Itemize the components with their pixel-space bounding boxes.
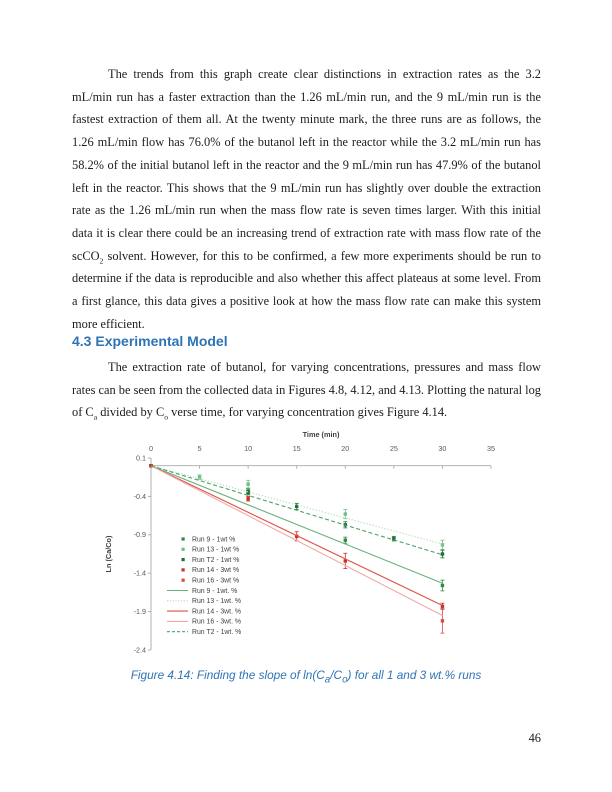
x-tick-label: 5 — [197, 444, 202, 453]
legend-label: Run 16 - 3wt. % — [192, 618, 242, 626]
paragraph-1 — [72, 63, 541, 335]
legend-label: Run 14 - 3wt % — [192, 567, 240, 575]
subscript: a — [324, 674, 331, 686]
legend-marker-swatch — [182, 579, 185, 582]
x-tick-label: 10 — [244, 444, 253, 453]
x-tick-label: 15 — [292, 444, 301, 453]
x-tick-label: 30 — [438, 444, 447, 453]
chart-series — [151, 466, 442, 584]
legend-label: Run 9 - 1wt % — [192, 536, 236, 544]
data-point-marker — [246, 482, 249, 485]
legend-label: Run T2 - 1wt. % — [192, 629, 242, 636]
legend-label: Run 13 - 1wt. % — [192, 598, 242, 606]
subscript: o — [342, 674, 348, 686]
text-segment: ) for all 1 and 3 wt.% runs — [347, 668, 482, 682]
data-point-marker — [344, 512, 347, 515]
text-segment: solvent. However, for this to be confirmed, a few more experiments should be run to determine if the data is reproducible and also whether this affect plateaus at some level. From a first glance, this data gives a positive look at how the mass flow rate can make this system more efficient. — [72, 248, 541, 331]
y-tick-label: -2.4 — [133, 645, 146, 655]
legend-marker-swatch — [182, 548, 185, 551]
y-tick-label: -1.9 — [133, 607, 146, 617]
paragraph-2 — [72, 356, 541, 424]
text-segment: The extraction rate of butanol, for varying concentrations, pressures and mass flow rates can be seen from the collected data in Figures 4.8, 4.12, and 4.13. Plotting the natural log of C — [72, 360, 541, 420]
figure-caption — [0, 668, 612, 685]
subscript: 2 — [99, 256, 104, 266]
figure-4-14 — [100, 427, 500, 667]
data-point-marker — [246, 497, 249, 500]
legend-marker-swatch — [182, 558, 185, 561]
extraction-rate-chart — [100, 427, 500, 667]
subscript: o — [164, 412, 169, 422]
chart-series — [149, 464, 444, 558]
text-segment: divided by C — [97, 405, 165, 420]
y-tick-label: -0.4 — [133, 491, 146, 501]
chart-series — [440, 609, 444, 634]
legend-label: Run T2 - 1wt % — [192, 556, 240, 564]
x-axis-title: Time (min) — [302, 430, 340, 439]
page-number: 46 — [528, 731, 541, 745]
legend-marker-swatch — [182, 537, 185, 540]
text-segment: The trends from this graph create clear distinctions in extraction rates as the 3.2 mL/min run has a faster extraction than the 1.26 mL/min run, and the 9 mL/min run is the fastest extraction of them all. At the twenty minute mark, the three runs are as follows, the 1.26 mL/min flow has 76.0% of the butanol left in the reactor while the 3.2 mL/min run has 58.2% of the initial butanol left in the reactor and the 9 mL/min run has 47.9% of the butanol left in the reactor. This shows that the 9 mL/min run has slightly over double the extraction rate as the 1.26 mL/min run when the mass flow rate is seven times larger. With this initial data it is clear there could be an increasing trend of extraction rate with mass flow rate of the scCO — [72, 67, 541, 263]
legend-label: Run 13 - 1wt % — [192, 546, 240, 554]
x-tick-label: 0 — [149, 444, 153, 453]
x-tick-label: 35 — [487, 444, 496, 453]
y-axis-title: Ln (Ca/Co) — [104, 535, 113, 573]
data-point-marker — [441, 619, 444, 622]
legend-label: Run 14 - 3wt. % — [192, 608, 242, 616]
text-segment: /C — [330, 668, 343, 682]
data-point-marker — [441, 584, 444, 587]
trendline — [151, 466, 442, 584]
subscript: a — [93, 412, 98, 422]
data-point-marker — [441, 552, 444, 555]
section-heading: 4.3 Experimental Model — [72, 333, 228, 349]
legend-label: Run 16 - 3wt % — [192, 577, 240, 585]
y-tick-label: -1.4 — [133, 568, 146, 578]
legend-marker-swatch — [182, 568, 185, 571]
y-tick-label: 0.1 — [136, 453, 146, 463]
x-tick-label: 25 — [389, 444, 398, 453]
x-tick-label: 20 — [341, 444, 350, 453]
legend-label: Run 9 - 1wt. % — [192, 587, 238, 595]
y-tick-label: -0.9 — [133, 530, 146, 540]
text-segment: verse time, for varying concentration gives Figure 4.14. — [168, 405, 448, 420]
data-point-marker — [344, 538, 347, 541]
chart-legend — [167, 536, 241, 636]
text-segment: Figure 4.14: Finding the slope of ln(C — [130, 668, 325, 682]
